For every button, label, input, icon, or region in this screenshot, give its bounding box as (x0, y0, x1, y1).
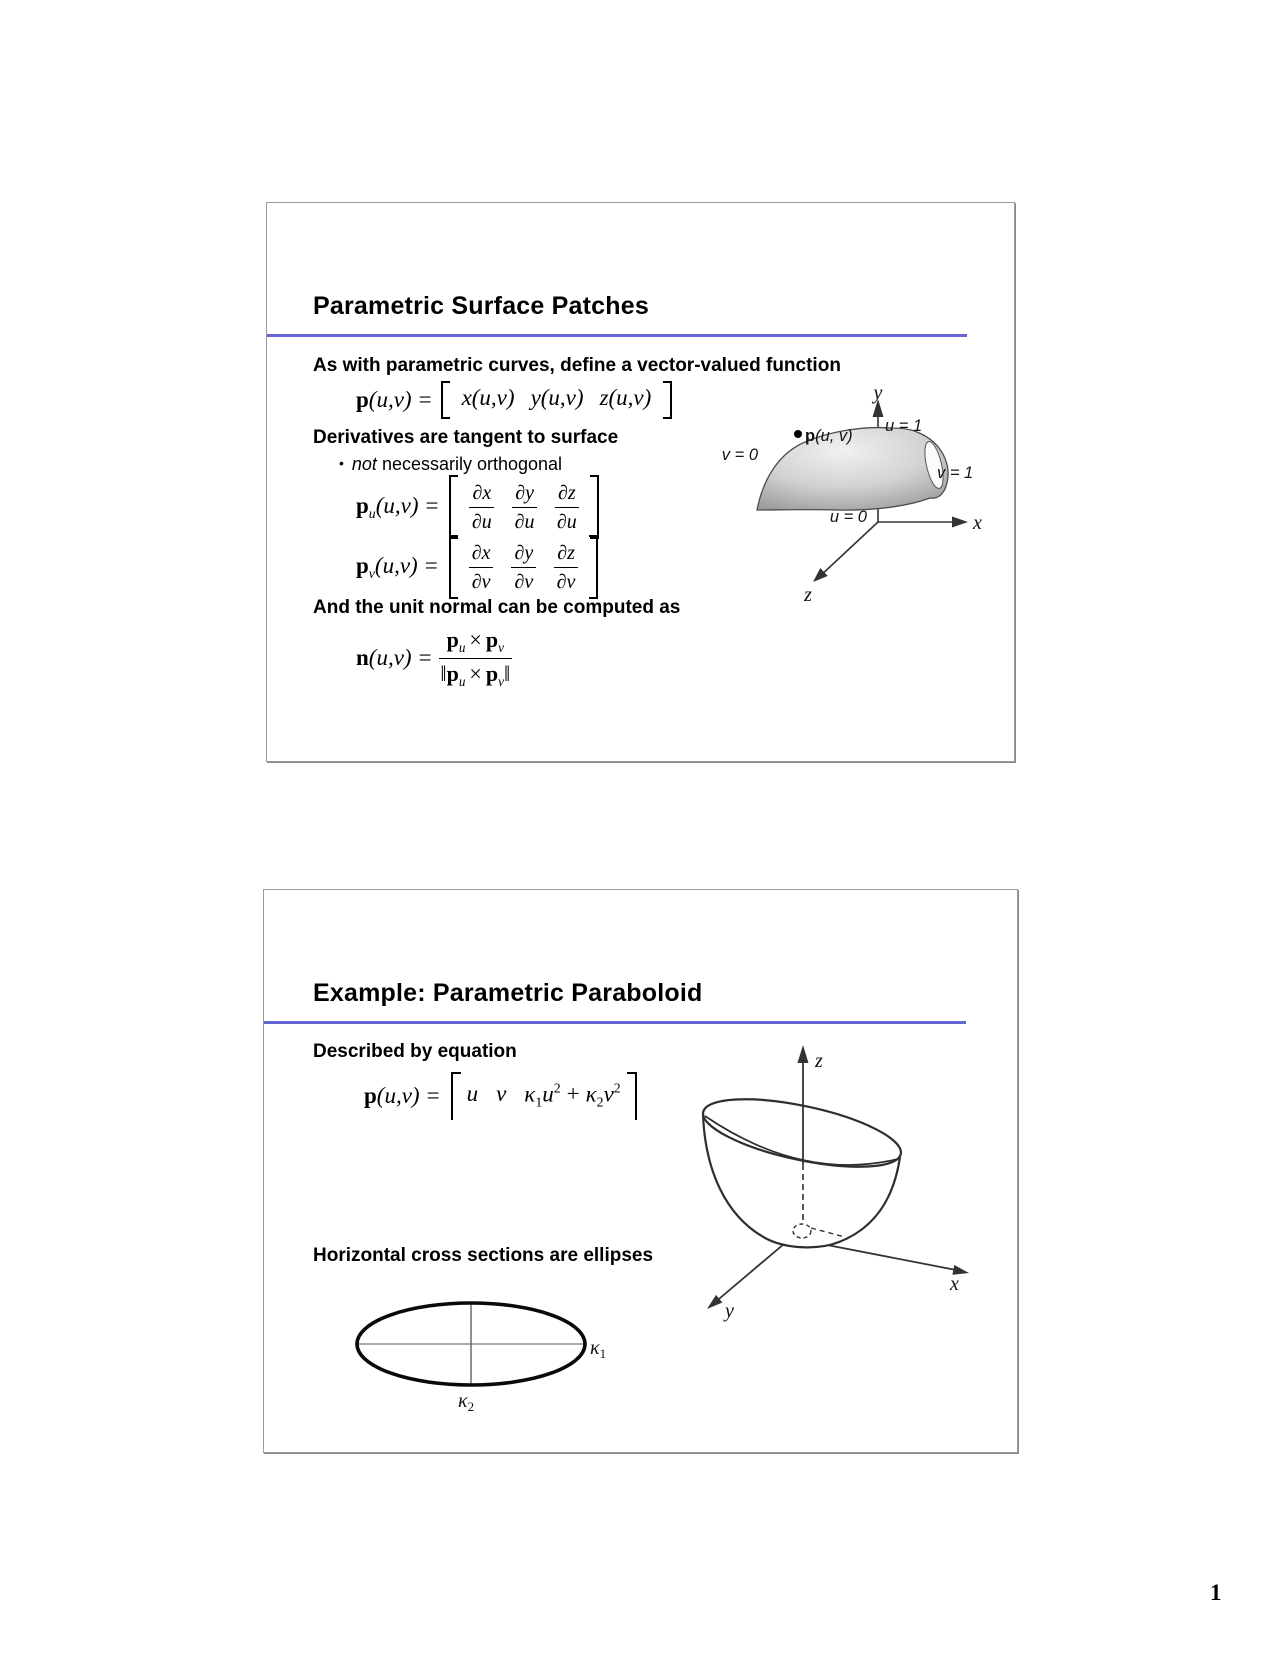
ellipse-cross-section-figure (331, 1291, 621, 1421)
described-heading: Described by equation (313, 1041, 517, 1062)
z-axis-label: z (804, 584, 812, 606)
x-axis-label: x (973, 512, 982, 534)
u1-label: u = 1 (885, 417, 923, 435)
kappa2-label: $\kappa_2$ (458, 1390, 475, 1414)
slide2-title-rule (264, 1021, 966, 1024)
bullet-icon: • (339, 455, 344, 471)
v1-label: v = 1 (937, 464, 974, 482)
right-bracket (627, 1072, 637, 1120)
page-number: 1 (1210, 1580, 1222, 1605)
x-axis-label: x (950, 1273, 959, 1295)
formula-p: p(u,v) = x(u,v) y(u,v) z(u,v) (356, 381, 672, 419)
y-axis-label: y (873, 382, 883, 404)
slide-2 (263, 889, 1018, 1453)
partial-x-u: $\frac{\partial x}{\partial u}$ (469, 482, 494, 533)
normal-fraction: $\frac{p_u \times p_v}{‖p_u \times p_v‖}$ (440, 627, 511, 690)
z-axis (818, 522, 878, 578)
slide-1 (266, 202, 1015, 762)
slide1-title-rule (267, 334, 967, 337)
left-bracket (441, 381, 450, 419)
y-axis (713, 1238, 791, 1304)
partial-y-u: $\frac{\partial y}{\partial u}$ (512, 482, 537, 533)
partial-z-v: $\frac{\partial z}{\partial v}$ (554, 542, 578, 593)
formula-pu: $p_u(u,v)$ = $\frac{\partial x}{\partial u}$ $\frac{\partial y}{\partial u}$ $\frac{\partial z}{\partial u}$ (356, 475, 599, 539)
derivatives-heading: Derivatives are tangent to surface (313, 427, 619, 448)
formula-n: n(u,v) = $\frac{p_u \times p_v}{‖p_u \times p_v‖}$ (356, 627, 511, 690)
bullet-line: • not necessarily orthogonal (339, 454, 563, 474)
slide1-intro-text: As with parametric curves, define a vector-valued function (313, 355, 841, 376)
surface-patch-figure (661, 346, 981, 608)
x-axis-arrow-icon (952, 517, 968, 528)
right-bracket (589, 535, 598, 599)
partial-z-u: $\frac{\partial z}{\partial u}$ (556, 481, 577, 533)
u0-label: u = 0 (829, 508, 867, 526)
right-bracket (590, 475, 599, 539)
slide1-title: Parametric Surface Patches (313, 292, 649, 320)
point-p-label: p(u, v) (805, 427, 853, 445)
z-axis-label: z (815, 1050, 823, 1072)
normal-heading: And the unit normal can be computed as (313, 597, 681, 618)
partial-x-v: $\frac{\partial x}{\partial v}$ (469, 542, 494, 593)
cross-sections-heading: Horizontal cross sections are ellipses (313, 1245, 654, 1266)
paraboloid-figure (661, 1031, 991, 1331)
kappa1-label: $\kappa_1$ (590, 1337, 607, 1361)
v0-label: v = 0 (721, 446, 758, 464)
formula-pv: $p_v(u,v)$ = $\frac{\partial x}{\partial v}$ $\frac{\partial y}{\partial v}$ $\frac{\partial z}{\partial v}$ (356, 535, 598, 599)
left-bracket (449, 475, 458, 539)
slide2-title: Example: Parametric Paraboloid (313, 979, 703, 1007)
formula-paraboloid: p(u,v) = u v $\kappa_1u^2 + \kappa_2v^2$ (364, 1072, 637, 1120)
z-axis-arrow-icon (798, 1045, 809, 1063)
left-bracket (451, 1072, 461, 1120)
point-p-dot (794, 430, 802, 438)
left-bracket (449, 535, 458, 599)
y-axis-label: y (725, 1300, 734, 1322)
partial-y-v: $\frac{\partial y}{\partial v}$ (511, 542, 536, 593)
vector-p: p (356, 387, 369, 412)
